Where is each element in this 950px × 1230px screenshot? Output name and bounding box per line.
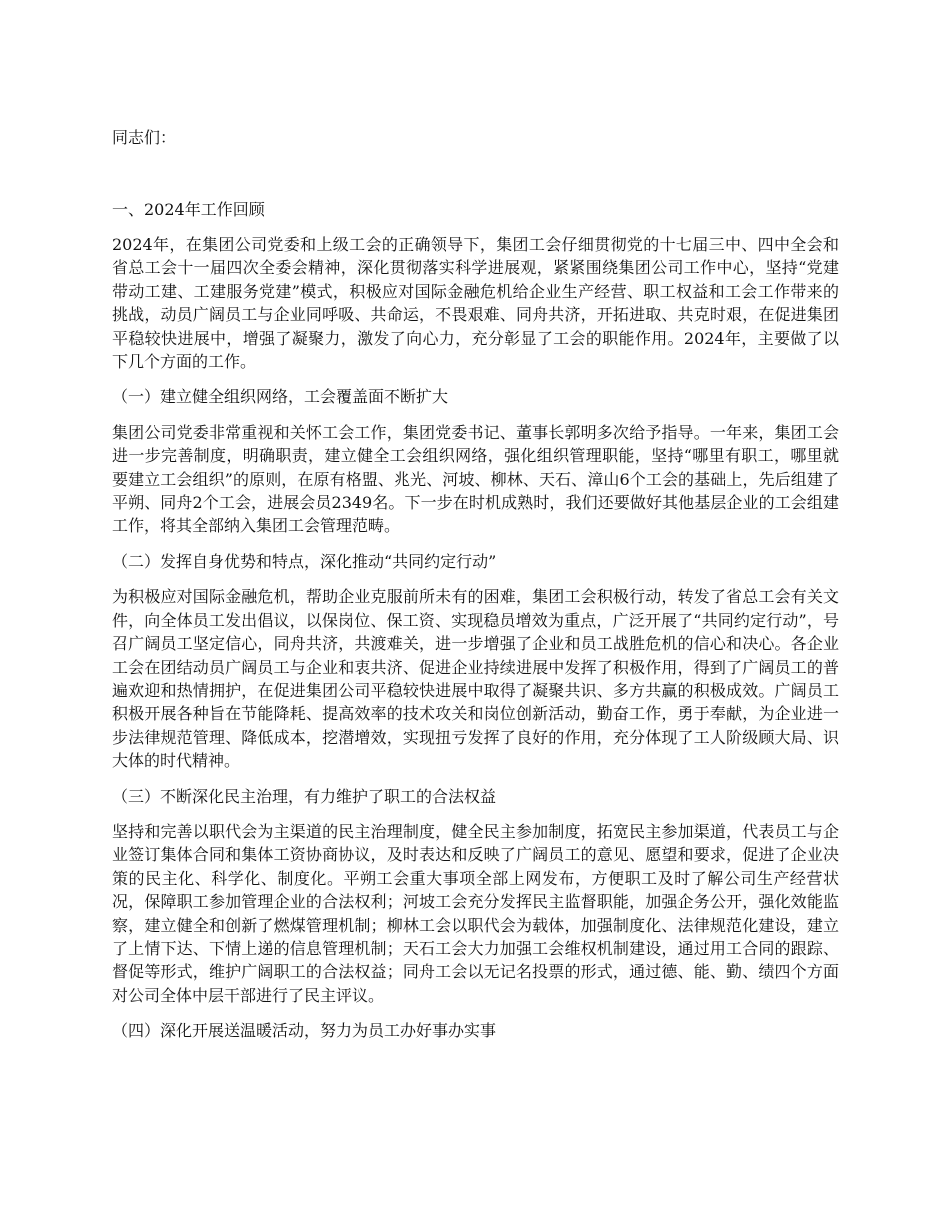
paragraph-3: 坚持和完善以职代会为主渠道的民主治理制度，健全民主参加制度，拓宽民主参加渠道，代表员工与企业签订集体合同和集体工资协商协议，及时表达和反映了广阔员工的意见、愿望和要求，促进了企业决策的民主化、科学化、制度化。平朔工会重大事项全部上网发布，方便职工及时了解公司生产经营状况，保障职工参加管理企业的合法权利；河坡工会充分发挥民主监督职能，加强企务公开，强化效能监察，建立健全和创新了燃煤管理机制；柳林工会以职代会为载体，加强制度化、法律规范化建设，建立了上情下达、下情上递的信息管理机制；天石工会大力加强工会维权机制建设，通过用工合同的跟踪、督促等形式，维护广阔职工的合法权益；同舟工会以无记名投票的形式，通过德、能、勤、绩四个方面对公司全体中层干部进行了民主评议。 <box>112 821 839 1005</box>
section-title: 一、2024年工作回顾 <box>112 200 265 219</box>
greeting: 同志们： <box>112 128 177 147</box>
paragraph-1: 集团公司党委非常重视和关怀工会工作，集团党委书记、董事长郭明多次给予指导。一年来，集团工会进一步完善制度，明确职责，建立健全工会组织网络，强化组织管理职能，坚持“哪里有职工，哪里就要建立工会组织”的原则，在原有格盟、兆光、河坡、柳林、天石、漳山6个工会的基础上，先后组建了平朔、同舟2个工会，进展会员2349名。下一步在时机成熟时，我们还要做好其他基层企业的工会组建工作，将其全部纳入集团工会管理范畴。 <box>112 422 839 536</box>
intro-paragraph: 2024年，在集团公司党委和上级工会的正确领导下，集团工会仔细贯彻党的十七届三中、四中全会和省总工会十一届四次全委会精神，深化贯彻落实科学进展观，紧紧围绕集团公司工作中心，坚持“党建带动工建、工建服务党建”模式，积极应对国际金融危机给企业生产经营、职工权益和工会工作带来的挑战，动员广阔员工与企业同呼吸、共命运，不畏艰难、同舟共济，开拓进取、共克时艰，在促进集团平稳较快进展中，增强了凝聚力，激发了向心力，充分彰显了工会的职能作用。2024年，主要做了以下几个方面的工作。 <box>112 235 839 372</box>
subheading-2: （二）发挥自身优势和特点，深化推动“共同约定行动” <box>112 551 497 571</box>
subheading-4: （四）深化开展送温暖活动，努力为员工办好事办实事 <box>112 1021 497 1041</box>
subheading-1: （一）建立健全组织网络，工会覆盖面不断扩大 <box>112 387 449 407</box>
paragraph-2: 为积极应对国际金融危机，帮助企业克服前所未有的困难，集团工会积极行动，转发了省总工会有关文件，向全体员工发出倡议，以保岗位、保工资、实现稳员增效为重点，广泛开展了“共同约定行动”，号召广阔员工坚定信心，同舟共济，共渡难关，进一步增强了企业和员工战胜危机的信心和决心。各企业工会在团结动员广阔员工与企业和衷共济、促进企业持续进展中发挥了积极作用，得到了广阔员工的普遍欢迎和热情拥护，在促进集团公司平稳较快进展中取得了凝聚共识、多方共赢的积极成效。广阔员工积极开展各种旨在节能降耗、提高效率的技术攻关和岗位创新活动，勤奋工作，勇于奉献，为企业进一步法律规范管理、降低成本，挖潜增效，实现扭亏发挥了良好的作用，充分体现了工人阶级顾大局、识大体的时代精神。 <box>112 587 839 771</box>
document-content <box>112 233 839 1055</box>
subheading-3: （三）不断深化民主治理，有力维护了职工的合法权益 <box>112 786 497 806</box>
